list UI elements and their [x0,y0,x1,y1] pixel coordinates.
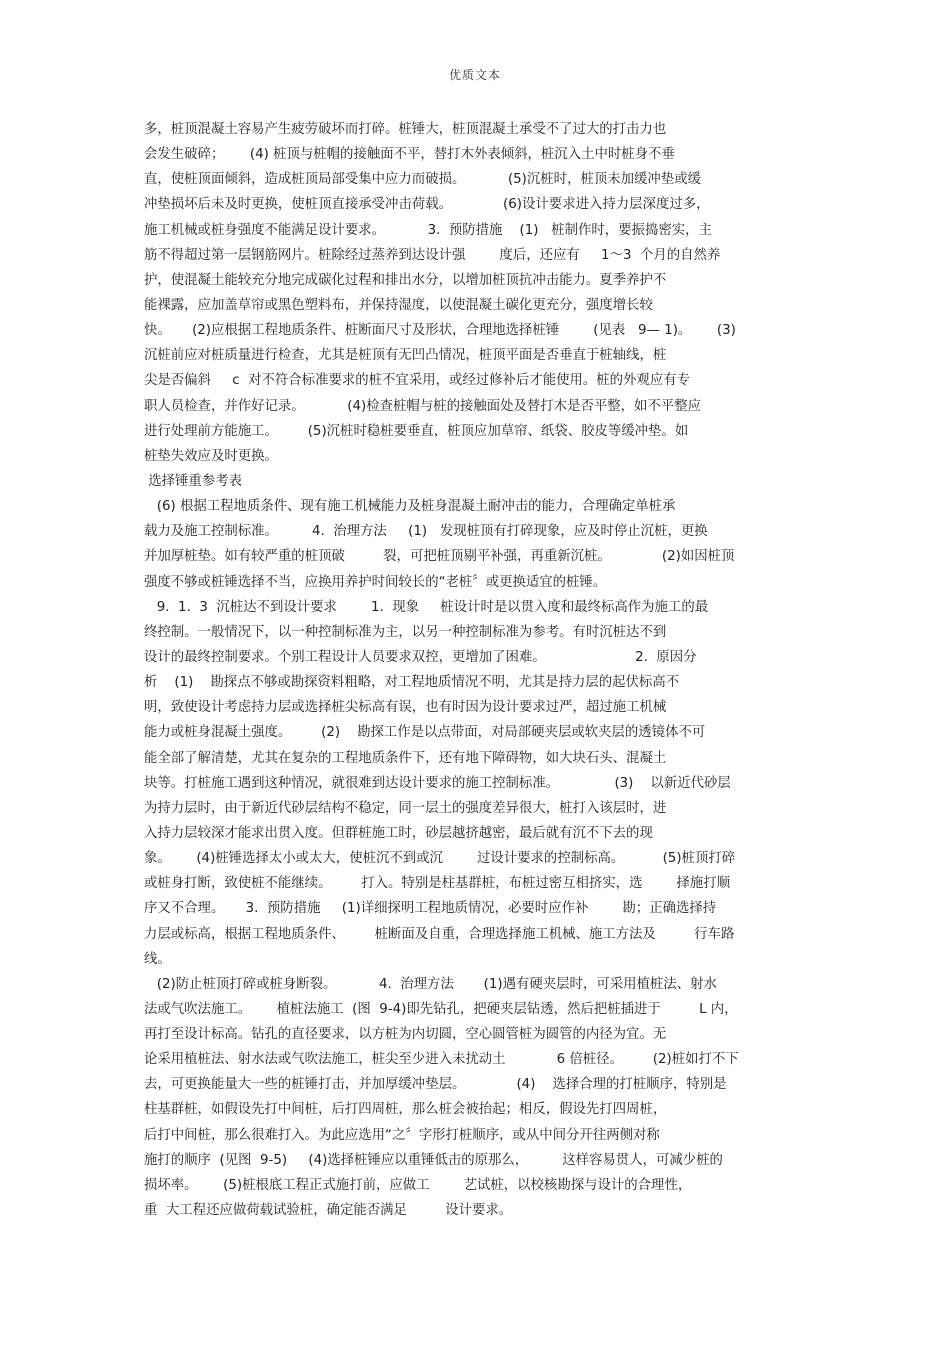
text-line: 筋不得超过第一层钢筋网片。桩除经过蒸养到达设计强 度后，还应有 1～3 个月的自然养 [144,247,721,263]
text-line: 法或气吹法施工。 植桩法施工 (图 9-4)即先钻孔，把硬夹层钻透，然后把桩插进于 L 内， [144,1001,738,1017]
text-line: 施工机械或桩身强度不能满足设计要求。 3. 预防措施 (1) 桩制作时，要振捣密实，主 [144,222,712,238]
text-line: 终控制。一般情况下，以一种控制标准为主，以另一种控制标准为参考。有时沉桩达不到 [144,624,667,640]
text-line: 快。 (2)应根据工程地质条件、桩断面尺寸及形状，合理地选择桩锤 (见表 9— 1)。 (3) [144,323,736,339]
text-line: 能力或桩身混凝土强度。 (2) 勘探工作是以点带面，对局部硬夹层或软夹层的透镜体不可 [144,725,706,741]
text-line: 冲垫损坏后未及时更换，使桩顶直接承受冲击荷载。 (6)设计要求进入持力层深度过多， [144,197,710,213]
document-body [144,117,824,1223]
text-line: 块等。打桩施工遇到这种情况，就很难到达设计要求的施工控制标准。 (3) 以新近代砂层 [144,775,731,791]
text-line: 尖是否偏斜 c 对不符合标准要求的桩不宜采用，或经过修补后才能使用。桩的外观应有专 [144,373,690,389]
text-line: 力层或标高，根据工程地质条件、 桩断面及自重，合理选择施工机械、施工方法及 行车路 [144,926,735,942]
text-line: 多，桩顶混凝土容易产生疲劳破坏而打碎。桩锤大，桩顶混凝土承受不了过大的打击力也 [144,122,667,137]
text-line: 损坏率。 (5)桩根底工程正式施打前，应做工 艺试桩，以校核勘探与设计的合理性， [144,1177,692,1193]
text-line: 能全部了解清楚，尤其在复杂的工程地质条件下，还有地下障碍物，如大块石头、混凝土 [144,750,667,766]
text-line: 会发生破碎； (4) 桩顶与桩帽的接触面不平，替打木外表倾斜，桩沉入土中时桩身不垂 [144,147,675,163]
text-line: 并加厚桩垫。如有较严重的桩顶破 裂，可把桩顶剔平补强，再重新沉桩。 (2)如因桩顶 [144,549,735,565]
text-line: 沉桩前应对桩质量进行检查，尤其是桩顶有无凹凸情况，桩顶平面是否垂直于桩轴线，桩 [144,348,667,364]
text-line: 设计的最终控制要求。个别工程设计人员要求双控，更增加了困难。 2. 原因分 [144,649,697,665]
text-line: (6) 根据工程地质条件、现有施工机械能力及桩身混凝土耐冲击的能力，合理确定单桩承 [144,499,676,515]
text-line: 载力及施工控制标准。 4. 治理方法 (1) 发现桩顶有打碎现象，应及时停止沉桩，更换 [144,524,708,540]
text-line: 为持力层时，由于新近代砂层结构不稳定，同一层土的强度差异很大，桩打入该层时，进 [144,800,667,816]
text-line: 入持力层较深才能求出贯入度。但群桩施工时，砂层越挤越密，最后就有沉不下去的现 [144,825,653,841]
text-line: 能裸露，应加盖草帘或黑色塑料布，并保持湿度，以使混凝土碳化更充分，强度增长较 [144,297,653,313]
text-line: 去，可更换能量大一些的桩锤打击，并加厚缓冲垫层。 (4) 选择合理的打桩顺序，特别是 [144,1077,727,1093]
text-line: 直，使桩顶面倾斜，造成桩顶局部受集中应力而破损。 (5)沉桩时，桩顶未加缓冲垫或缓 [144,172,701,188]
text-line: 序又不合理。 3. 预防措施 (1)详细探明工程地质情况，必要时应作补 勘；正确选择持 [144,901,717,917]
text-line: 桩垫失效应及时更换。 [144,448,278,464]
text-line: 析 (1) 勘探点不够或勘探资料粗略，对工程地质情况不明，尤其是持力层的起伏标高不 [144,675,680,691]
text-line: 强度不够或桩锤选择不当，应换用养护时间较长的“老桩〞或更换适宜的桩锤。 [144,574,607,590]
text-line: 论采用植桩法、射水法或气吹法施工，桩尖至少进入未扰动土 6 倍桩径。 (2)桩如打不下 [144,1052,739,1068]
text-line: 护，使混凝土能较充分地完成碳化过程和排出水分，以增加桩顶抗冲击能力。夏季养护不 [144,272,667,288]
text-line: 或桩身打断，致使桩不能继续。 打入。特别是柱基群桩，布桩过密互相挤实，选 择施打顺 [144,876,731,892]
text-line: 重 大工程还应做荷载试验桩，确定能否满足 设计要求。 [144,1203,513,1219]
text-line: 9. 1. 3 沉桩达不到设计要求 1. 现象 桩设计时是以贯入度和最终标高作为施工的最 [144,599,709,615]
text-line: 选择锤重参考表 [144,473,242,489]
text-line: 职人员检查，并作好记录。 (4)检查桩帽与桩的接触面处及替打木是否平整，如不平整应 [144,398,701,414]
text-line: 后打中间桩，那么很难打入。为此应选用“之〞字形打桩顺序，或从中间分开往两侧对称 [144,1127,660,1143]
page-header: 优质文本 [448,68,501,82]
text-line: 进行处理前方能施工。 (5)沉桩时稳桩要垂直，桩顶应加草帘、纸袋、胶皮等缓冲垫。如 [144,423,689,439]
text-line: 明，致使设计考虑持力层或选择桩尖标高有误，也有时因为设计要求过严，超过施工机械 [144,700,667,716]
text-line: 施打的顺序 (见图 9-5) (4)选择桩锤应以重锤低击的原那么， 这样容易贯人，可减少桩的 [144,1152,723,1168]
text-line: 象。 (4)桩锤选择太小或太大，使桩沉不到或沉 过设计要求的控制标高。 (5)桩顶打碎 [144,851,736,867]
text-line: (2)防止桩顶打碎或桩身断裂。 4. 治理方法 (1)遇有硬夹层时，可采用植桩法、射水 [144,976,717,992]
text-line: 线。 [144,951,171,967]
text-line: 柱基群桩，如假设先打中间桩，后打四周桩，那么桩会被抬起；相反，假设先打四周桩， [144,1102,667,1118]
text-line: 再打至设计标高。钻孔的直径要求，以方桩为内切圆，空心圆管桩为圆管的内径为宜。无 [144,1027,667,1043]
